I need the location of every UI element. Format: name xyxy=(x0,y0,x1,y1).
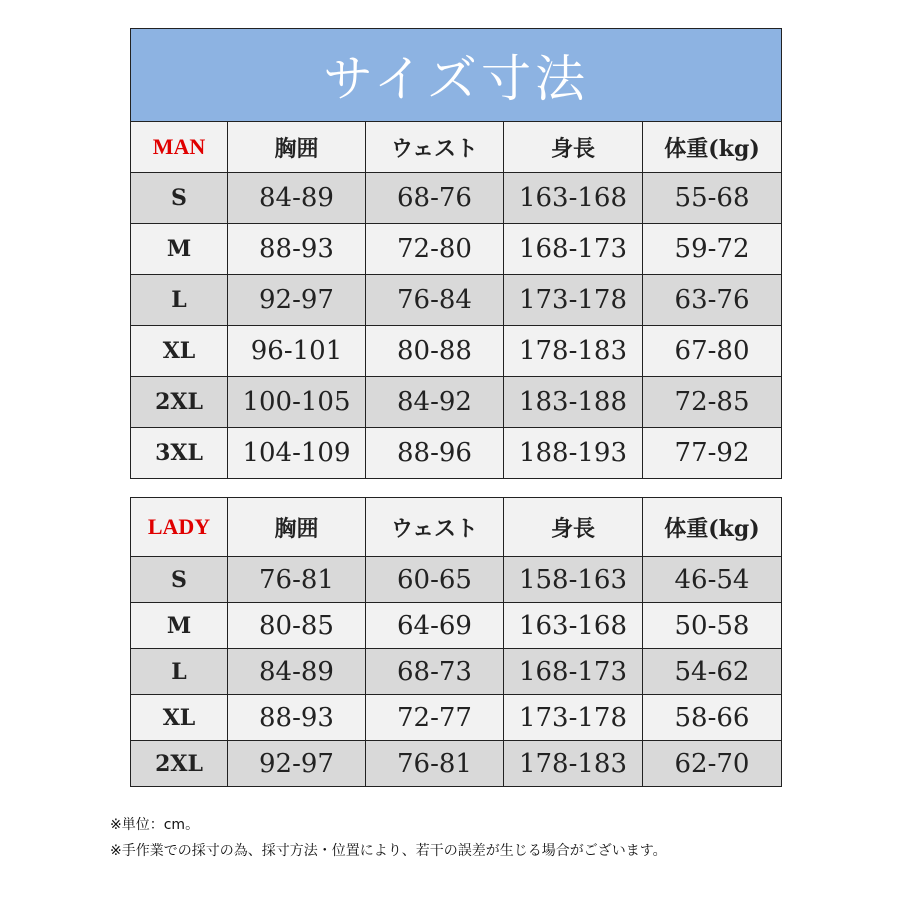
value-cell: 80-88 xyxy=(366,326,504,377)
size-cell: M xyxy=(131,224,228,275)
table-row xyxy=(131,428,782,479)
value-cell: 58-66 xyxy=(643,695,782,741)
size-cell: M xyxy=(131,603,228,649)
value-cell: 92-97 xyxy=(228,741,366,787)
table-row xyxy=(131,649,782,695)
value-cell: 54-62 xyxy=(643,649,782,695)
value-cell: 96-101 xyxy=(228,326,366,377)
size-cell: S xyxy=(131,173,228,224)
value-cell: 158-163 xyxy=(504,557,643,603)
table-row xyxy=(131,377,782,428)
value-cell: 173-178 xyxy=(504,275,643,326)
size-cell: 2XL xyxy=(131,741,228,787)
value-cell: 100-105 xyxy=(228,377,366,428)
value-cell: 68-73 xyxy=(366,649,504,695)
col-height: 身長 xyxy=(504,498,643,557)
size-cell: 3XL xyxy=(131,428,228,479)
value-cell: 62-70 xyxy=(643,741,782,787)
size-cell: L xyxy=(131,275,228,326)
col-weight: 体重(kg) xyxy=(643,122,782,173)
value-cell: 72-77 xyxy=(366,695,504,741)
man-label: MAN xyxy=(131,122,228,173)
size-cell: XL xyxy=(131,326,228,377)
value-cell: 168-173 xyxy=(504,649,643,695)
size-cell: 2XL xyxy=(131,377,228,428)
value-cell: 88-96 xyxy=(366,428,504,479)
col-waist: ウェスト xyxy=(366,122,504,173)
value-cell: 88-93 xyxy=(228,695,366,741)
value-cell: 63-76 xyxy=(643,275,782,326)
measurement-note: ※手作業での採寸の為、採寸方法・位置により、若干の誤差が生じる場合がございます。 xyxy=(110,843,667,859)
table-row xyxy=(131,224,782,275)
value-cell: 163-168 xyxy=(504,173,643,224)
value-cell: 67-80 xyxy=(643,326,782,377)
table-row xyxy=(131,326,782,377)
value-cell: 46-54 xyxy=(643,557,782,603)
header-row xyxy=(131,122,782,173)
value-cell: 178-183 xyxy=(504,741,643,787)
value-cell: 178-183 xyxy=(504,326,643,377)
col-chest: 胸囲 xyxy=(228,122,366,173)
col-height: 身長 xyxy=(504,122,643,173)
value-cell: 72-85 xyxy=(643,377,782,428)
lady-size-table xyxy=(130,497,782,787)
unit-note: ※単位：cm。 xyxy=(110,817,200,833)
value-cell: 72-80 xyxy=(366,224,504,275)
value-cell: 77-92 xyxy=(643,428,782,479)
value-cell: 60-65 xyxy=(366,557,504,603)
value-cell: 163-168 xyxy=(504,603,643,649)
value-cell: 50-58 xyxy=(643,603,782,649)
table-row xyxy=(131,603,782,649)
size-cell: L xyxy=(131,649,228,695)
notes xyxy=(110,812,667,864)
value-cell: 88-93 xyxy=(228,224,366,275)
value-cell: 104-109 xyxy=(228,428,366,479)
man-size-table xyxy=(130,28,782,479)
value-cell: 59-72 xyxy=(643,224,782,275)
value-cell: 64-69 xyxy=(366,603,504,649)
col-waist: ウェスト xyxy=(366,498,504,557)
col-chest: 胸囲 xyxy=(228,498,366,557)
col-weight: 体重(kg) xyxy=(643,498,782,557)
table-row xyxy=(131,173,782,224)
value-cell: 188-193 xyxy=(504,428,643,479)
size-cell: XL xyxy=(131,695,228,741)
value-cell: 68-76 xyxy=(366,173,504,224)
chart-title: サイズ寸法 xyxy=(131,29,782,122)
value-cell: 80-85 xyxy=(228,603,366,649)
value-cell: 173-178 xyxy=(504,695,643,741)
table-row xyxy=(131,275,782,326)
value-cell: 76-81 xyxy=(228,557,366,603)
value-cell: 92-97 xyxy=(228,275,366,326)
table-row xyxy=(131,695,782,741)
header-row xyxy=(131,498,782,557)
lady-label: LADY xyxy=(131,498,228,557)
value-cell: 84-89 xyxy=(228,173,366,224)
value-cell: 84-89 xyxy=(228,649,366,695)
value-cell: 76-84 xyxy=(366,275,504,326)
table-row xyxy=(131,741,782,787)
size-cell: S xyxy=(131,557,228,603)
value-cell: 84-92 xyxy=(366,377,504,428)
value-cell: 183-188 xyxy=(504,377,643,428)
value-cell: 76-81 xyxy=(366,741,504,787)
value-cell: 168-173 xyxy=(504,224,643,275)
table-row xyxy=(131,557,782,603)
value-cell: 55-68 xyxy=(643,173,782,224)
